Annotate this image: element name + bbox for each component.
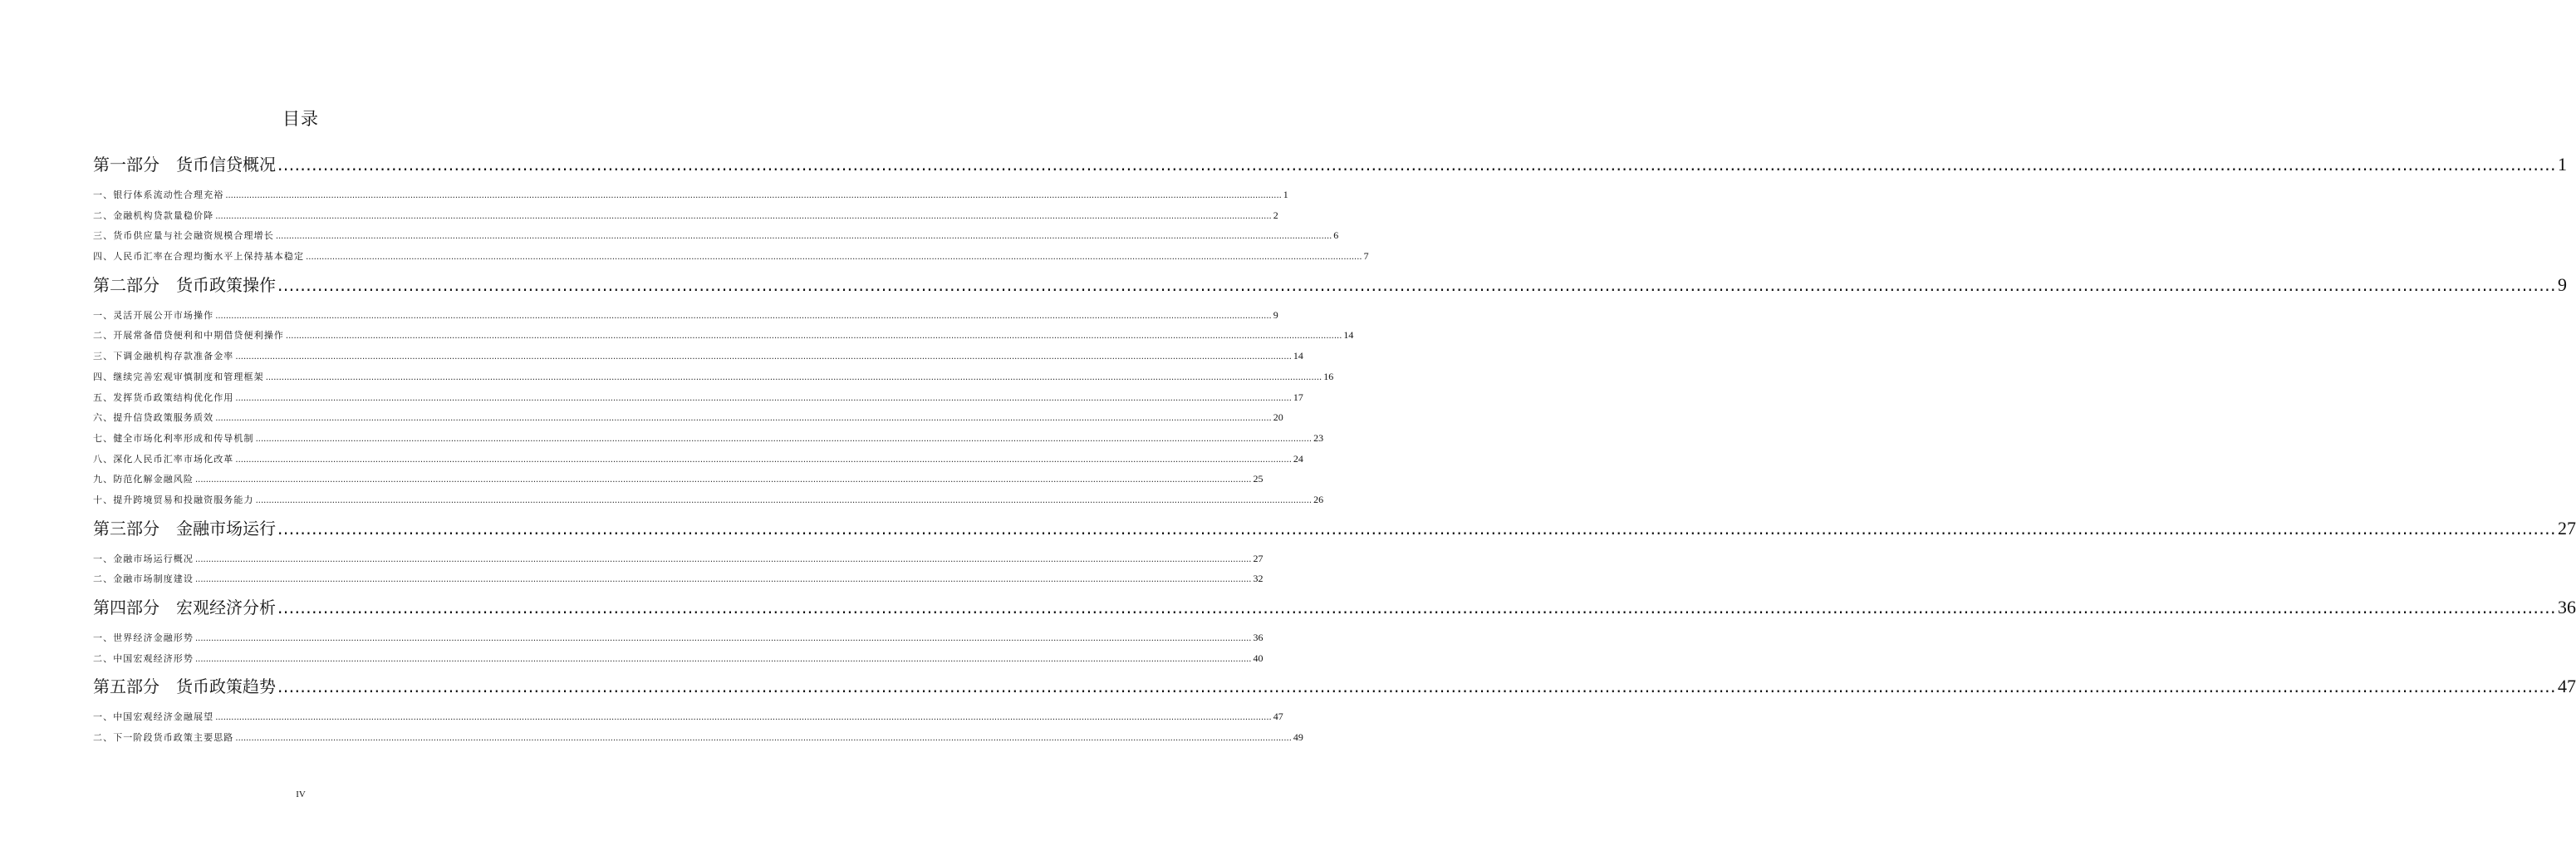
toc-section-label: 四、人民币汇率在合理均衡水平上保持基本稳定 (93, 251, 305, 263)
dot-leader: ................................................................................................................................................................................................................................................................................................................................................................................................................ (195, 475, 1252, 485)
toc-section-label: 三、下调金融机构存款准备金率 (93, 351, 234, 362)
toc-part-number: 第五部分 (93, 676, 159, 697)
toc-section-entry[interactable] (93, 205, 1278, 226)
toc-section-page-number: 27 (1253, 552, 1263, 564)
dot-leader: ................................................................................................................................................................................................................................................................................................................................................................................................................ (215, 414, 1272, 424)
toc-section-page-number: 25 (1253, 473, 1263, 485)
toc-part-page-number: 27 (2557, 517, 2576, 539)
toc-section-page-number: 16 (1323, 370, 1334, 382)
toc-section-label: 一、中国宏观经济金融展望 (93, 711, 214, 723)
dot-leader: ................................................................................................................................................................................................................................................................................................................................................................................................................ (195, 575, 1252, 585)
dot-leader: ................................................................................................................................................................................................................................................................................................................................................................................................................ (195, 634, 1252, 643)
toc-section-entry[interactable] (93, 449, 1303, 470)
toc-part-entry[interactable] (93, 267, 2567, 305)
toc-section-entry[interactable] (93, 387, 1303, 408)
toc-section-label: 九、防范化解金融风险 (93, 474, 194, 485)
toc-part-number: 第一部分 (93, 155, 159, 175)
toc-section-entry[interactable] (93, 305, 1278, 326)
toc-section-page-number: 1 (1283, 189, 1288, 200)
toc-part-entry[interactable] (93, 146, 2567, 184)
toc-section-entry[interactable] (93, 407, 1283, 428)
toc-title: 目录 (282, 109, 319, 129)
toc-section-entry[interactable] (93, 366, 1334, 387)
toc-part-entry[interactable] (93, 668, 2576, 706)
toc-section-page-number: 24 (1293, 452, 1303, 465)
toc-section-entry[interactable] (93, 428, 1324, 449)
toc-part-page-number: 9 (2557, 273, 2567, 295)
toc-section-label: 六、提升信贷政策服务质效 (93, 412, 214, 424)
dot-leader: ................................................................................................................................................................................................................................................................................................................................................................................................................ (285, 332, 1342, 342)
dot-leader: ................................................................................................................................................................................................................................................................................................................................................................................................................ (195, 654, 1252, 664)
toc-section-label: 八、深化人民币汇率市场化改革 (93, 453, 234, 465)
toc-part-title: 金融市场运行 (176, 518, 276, 539)
toc-section-page-number: 14 (1343, 329, 1354, 342)
toc-part-entry[interactable] (93, 510, 2576, 548)
toc-section-entry[interactable] (93, 627, 1263, 648)
toc-part-label (93, 148, 276, 181)
dot-leader: ................................................................................................................................................................................................................................................................................................................................................................................................................ (277, 155, 2556, 175)
dot-leader: ................................................................................................................................................................................................................................................................................................................................................................................................................ (255, 434, 1313, 444)
toc-section-entry[interactable] (93, 184, 1288, 205)
toc-section-label: 二、金融市场制度建设 (93, 573, 194, 585)
dot-leader: ................................................................................................................................................................................................................................................................................................................................................................................................................ (306, 253, 1362, 263)
toc-section-entry[interactable] (93, 548, 1263, 569)
toc-section-page-number: 23 (1313, 431, 1324, 444)
toc-part-label (93, 268, 276, 302)
toc-section-label: 二、开展常备借贷便利和中期借贷便利操作 (93, 330, 284, 342)
toc-part-page-number: 47 (2557, 676, 2576, 697)
dot-leader: ................................................................................................................................................................................................................................................................................................................................................................................................................ (235, 352, 1292, 362)
toc-part-page-number: 1 (2557, 154, 2567, 175)
toc-part-label (93, 591, 276, 624)
dot-leader: ................................................................................................................................................................................................................................................................................................................................................................................................................ (277, 598, 2556, 617)
toc-section-label: 二、中国宏观经济形势 (93, 652, 194, 664)
footer-page-number: IV (296, 790, 306, 799)
toc-section-page-number: 7 (1363, 250, 1369, 263)
toc-section-page-number: 26 (1313, 493, 1324, 505)
toc-part-number: 第三部分 (93, 518, 159, 539)
toc-section-label: 五、发挥货币政策结构优化作用 (93, 391, 234, 403)
toc-part-title: 货币政策操作 (176, 274, 276, 295)
toc-section-label: 一、银行体系流动性合理充裕 (93, 189, 224, 200)
toc-part-number: 第四部分 (93, 598, 159, 617)
toc-section-page-number: 17 (1293, 391, 1303, 403)
table-of-contents (93, 146, 2576, 748)
toc-section-entry[interactable] (93, 246, 1369, 267)
toc-section-label: 一、世界经济金融形势 (93, 632, 194, 643)
toc-section-entry[interactable] (93, 568, 1263, 589)
toc-section-entry[interactable] (93, 489, 1324, 510)
toc-part-title: 货币政策趋势 (176, 676, 276, 697)
toc-section-page-number: 2 (1273, 209, 1278, 221)
toc-section-entry[interactable] (93, 346, 1303, 366)
toc-section-entry[interactable] (93, 706, 1283, 727)
dot-leader: ................................................................................................................................................................................................................................................................................................................................................................................................................ (215, 713, 1272, 723)
toc-section-page-number: 14 (1293, 350, 1303, 362)
toc-section-label: 三、货币供应量与社会融资规模合理增长 (93, 230, 274, 242)
toc-section-label: 二、金融机构贷款量稳价降 (93, 209, 214, 221)
toc-part-entry[interactable] (93, 589, 2576, 627)
dot-leader: ................................................................................................................................................................................................................................................................................................................................................................................................................ (215, 211, 1272, 221)
dot-leader: ................................................................................................................................................................................................................................................................................................................................................................................................................ (265, 372, 1322, 382)
dot-leader: ................................................................................................................................................................................................................................................................................................................................................................................................................ (277, 274, 2556, 295)
dot-leader: ................................................................................................................................................................................................................................................................................................................................................................................................................ (215, 311, 1272, 321)
toc-section-entry[interactable] (93, 727, 1303, 748)
toc-section-label: 十、提升跨境贸易和投融资服务能力 (93, 494, 254, 505)
dot-leader: ................................................................................................................................................................................................................................................................................................................................................................................................................ (235, 455, 1292, 465)
toc-section-page-number: 20 (1273, 411, 1283, 424)
dot-leader: ................................................................................................................................................................................................................................................................................................................................................................................................................ (235, 393, 1292, 403)
dot-leader: ................................................................................................................................................................................................................................................................................................................................................................................................................ (225, 191, 1282, 200)
toc-section-label: 二、下一阶段货币政策主要思路 (93, 732, 234, 744)
dot-leader: ................................................................................................................................................................................................................................................................................................................................................................................................................ (255, 495, 1313, 505)
toc-section-entry[interactable] (93, 469, 1263, 489)
toc-part-label (93, 670, 276, 703)
toc-section-page-number: 9 (1273, 308, 1278, 321)
toc-section-entry[interactable] (93, 325, 1354, 346)
toc-part-number: 第二部分 (93, 274, 159, 295)
toc-section-page-number: 40 (1253, 652, 1263, 664)
dot-leader: ................................................................................................................................................................................................................................................................................................................................................................................................................ (195, 554, 1252, 564)
dot-leader: ................................................................................................................................................................................................................................................................................................................................................................................................................ (277, 518, 2556, 539)
toc-section-label: 四、继续完善宏观审慎制度和管理框架 (93, 371, 264, 382)
toc-part-title: 宏观经济分析 (176, 598, 276, 617)
dot-leader: ................................................................................................................................................................................................................................................................................................................................................................................................................ (235, 734, 1292, 744)
toc-section-page-number: 32 (1253, 573, 1263, 585)
toc-section-entry[interactable] (93, 225, 1339, 246)
toc-section-label: 一、金融市场运行概况 (93, 553, 194, 564)
toc-part-page-number: 36 (2557, 597, 2576, 617)
toc-section-page-number: 49 (1293, 731, 1303, 744)
toc-section-entry[interactable] (93, 648, 1263, 669)
toc-section-label: 一、灵活开展公开市场操作 (93, 309, 214, 321)
toc-part-label (93, 512, 276, 545)
toc-section-page-number: 47 (1273, 711, 1283, 723)
toc-section-page-number: 6 (1333, 229, 1339, 242)
dot-leader: ................................................................................................................................................................................................................................................................................................................................................................................................................ (275, 232, 1332, 242)
toc-section-page-number: 36 (1253, 632, 1263, 643)
toc-part-title: 货币信贷概况 (176, 155, 276, 175)
dot-leader: ................................................................................................................................................................................................................................................................................................................................................................................................................ (277, 676, 2556, 697)
toc-section-label: 七、健全市场化利率形成和传导机制 (93, 432, 254, 444)
